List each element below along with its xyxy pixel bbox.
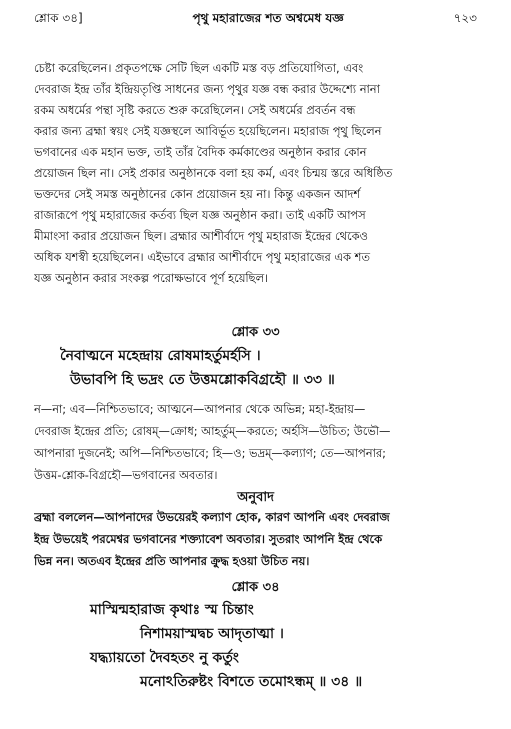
- verse-line: উভাবপি হি ভদ্রং তে উত্তমশ্লোকবিগ্রহৌ ॥ ৩৩ ॥: [70, 372, 335, 388]
- synonym-line: উত্তম-শ্লোক-বিগ্রহৌ—ভগবানের অবতার।: [34, 468, 218, 482]
- synonym-line: ন—না; এব—নিশ্চিতভাবে; আত্মনে—আপনার থেকে অভিন্ন; মহা-ইন্দ্রায়—: [34, 402, 366, 416]
- verse-34-text: [90, 598, 477, 694]
- translation-line: ইন্দ্র উভয়েই পরমেশ্বর ভগবানের শক্ত্যাবেশ অবতার। সুতরাং আপনি ইন্দ্র থেকে: [34, 532, 383, 546]
- synonym-line: দেবরাজ ইন্দ্রের প্রতি; রোষম্—ক্রোধ; আহর্তুম্—করতে; অর্হসি—উচিত; উভৌ—: [34, 424, 391, 438]
- verse-line: নৈবাত্মনে মহেন্দ্রায় রোষমাহর্তুমর্হসি ।: [60, 348, 261, 364]
- purport-line: চেষ্টা করেছিলেন। প্রকৃতপক্ষে সেটি ছিল একটি মস্ত বড় প্রতিযোগিতা, এবং: [34, 61, 364, 75]
- purport-line: যজ্ঞ অনুষ্ঠান করার সংকল্প পরোক্ষভাবে পূর্ণ হয়েছিল।: [34, 271, 269, 285]
- header-verse-ref: শ্লোক ৩৪]: [34, 11, 83, 25]
- purport-line: করার জন্য ব্রহ্মা স্বয়ং সেই যজ্ঞস্থলে আবির্ভূত হয়েছিলেন। মহারাজ পৃথু ছিলেন: [34, 124, 382, 138]
- translation-heading: অনুবাদ: [237, 490, 274, 505]
- purport-line: মীমাংসা করার প্রয়োজন ছিল। ব্রহ্মার আশীর্বাদে পৃথু মহারাজ ইন্দ্রের থেকেও: [34, 229, 368, 243]
- translation-line: ভিন্ন নন। অতএব ইন্দ্রের প্রতি আপনার ক্রুদ্ধ হওয়া উচিত নয়।: [34, 554, 310, 568]
- verse-line: নিশাময়াস্মদ্বচ আদৃতাত্মা ।: [140, 626, 284, 642]
- purport-line: রকম অধর্মের পন্থা সৃষ্টি করতে শুরু করেছিলেন। সেই অধর্মের প্রবর্তন বন্ধ: [34, 103, 356, 117]
- purport-line: ভগবানের এক মহান ভক্ত, তাই তাঁর বৈদিক কর্মকাণ্ডের অনুষ্ঠান করার কোন: [34, 145, 367, 159]
- purport-line: অধিক যশস্বী হয়েছিলেন। এইভাবে ব্রহ্মার আশীর্বাদে পৃথু মহারাজের এক শত: [34, 250, 370, 264]
- header-page-number: ৭২৩: [453, 11, 477, 25]
- verse-33-text: [60, 344, 477, 392]
- synonyms-33: [34, 398, 477, 486]
- verse-line: মনোঽতিরুষ্টং বিশতে তমোঽন্ধম্ ॥ ৩৪ ॥: [140, 674, 363, 690]
- header-chapter-title: পৃথু মহারাজের শত অশ্বমেধ যজ্ঞ: [192, 11, 344, 25]
- translation-line: ব্রহ্মা বললেন—আপনাদের উভয়েরই কল্যাণ হোক, কারণ আপনি এবং দেবরাজ: [34, 510, 390, 524]
- page-header: [34, 10, 477, 30]
- verse-line: মাস্মিন্মহারাজ কৃথাঃ স্ম চিন্তাং: [90, 602, 254, 618]
- purport-line: ভক্তদের সেই সমস্ত অনুষ্ঠানের কোন প্রয়োজন হয় না। কিন্তু একজন আদর্শ: [34, 187, 361, 201]
- synonym-line: আপনারা দুজনেই; অপি—নিশ্চিতভাবে; হি—ও; ভদ্রম্—কল্যাণ; তে—আপনার;: [34, 446, 386, 460]
- purport-line: রাজারূপে পৃথু মহারাজের কর্তব্য ছিল যজ্ঞ অনুষ্ঠান করা। তাই একটি আপস: [34, 208, 366, 222]
- verse-line: যদ্ধ্যায়তো দৈবহতং নু কর্তুং: [90, 650, 239, 666]
- purport-paragraph: [34, 58, 477, 289]
- translation-text: [34, 506, 477, 572]
- purport-line: প্রয়োজন ছিল না। সেই প্রকার অনুষ্ঠানকে বলা হয় কর্ম, এবং চিন্ময় স্তরে অধিষ্ঠিত: [34, 166, 393, 180]
- verse-33-heading: শ্লোক ৩৩: [231, 325, 280, 340]
- verse-34-heading: শ্লোক ৩৪: [231, 580, 280, 595]
- purport-line: দেবরাজ ইন্দ্র তাঁর ইন্দ্রিয়তৃপ্তি সাধনের জন্য পৃথুর যজ্ঞ বন্ধ করার উদ্দেশ্যে নানা: [34, 82, 380, 96]
